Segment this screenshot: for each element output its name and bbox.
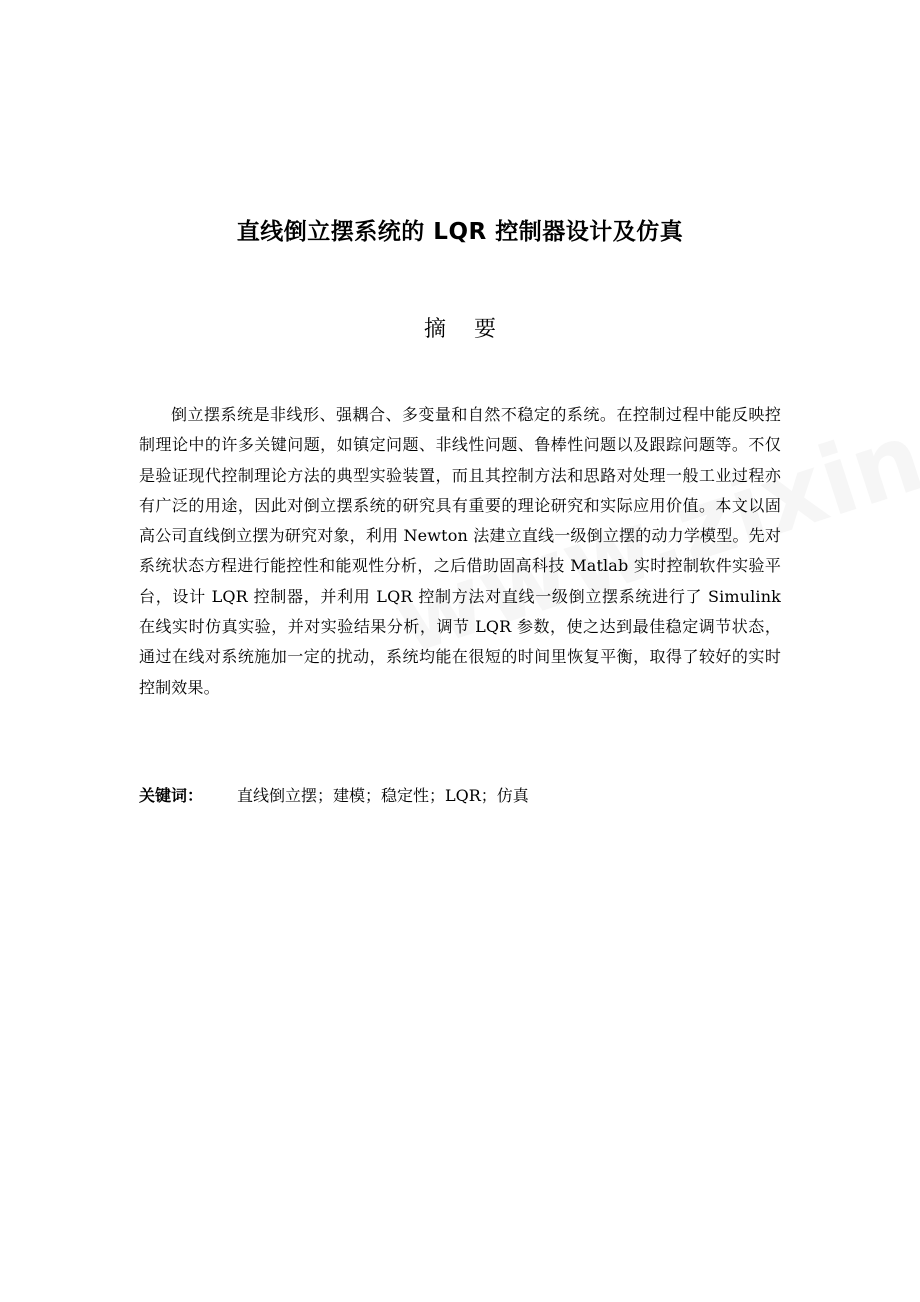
keywords-value: 直线倒立摆；建模；稳定性；LQR；仿真 [237, 786, 529, 805]
abstract-body: 倒立摆系统是非线形、强耦合、多变量和自然不稳定的系统。在控制过程中能反映控制理论中的许多关键问题，如镇定问题、非线性问题、鲁棒性问题以及跟踪问题等。不仅是验证现代控制理论方法的典型实验装置，而且其控制方法和思路对处理一般工业过程亦有广泛的用途，因此对倒立摆系统的研究具有重要的理论研究和实际应用价值。本文以固高公司直线倒立摆为研究对象，利用 Newton 法建立直线一级倒立摆的动力学模型。先对系统状态方程进行能控性和能观性分析，之后借助固高科技 Matlab 实时控制软件实验平台，设计 LQR 控制器，并利用 LQR 控制方法对直线一级倒立摆系统进行了 Simulink 在线实时仿真实验，并对实验结果分析，调节 LQR 参数，使之达到最佳稳定调节状态，通过在线对系统施加一定的扰动，系统均能在很短的时间里恢复平衡，取得了较好的实时控制效果。 [139, 405, 781, 697]
keywords-line [139, 781, 781, 811]
keywords-label: 关键词： [139, 786, 204, 805]
abstract-heading-char-2: 要 [474, 317, 497, 342]
abstract-heading-char-1: 摘 [423, 317, 446, 342]
abstract-heading [0, 312, 920, 348]
document-title: 直线倒立摆系统的 LQR 控制器设计及仿真 [236, 219, 684, 245]
